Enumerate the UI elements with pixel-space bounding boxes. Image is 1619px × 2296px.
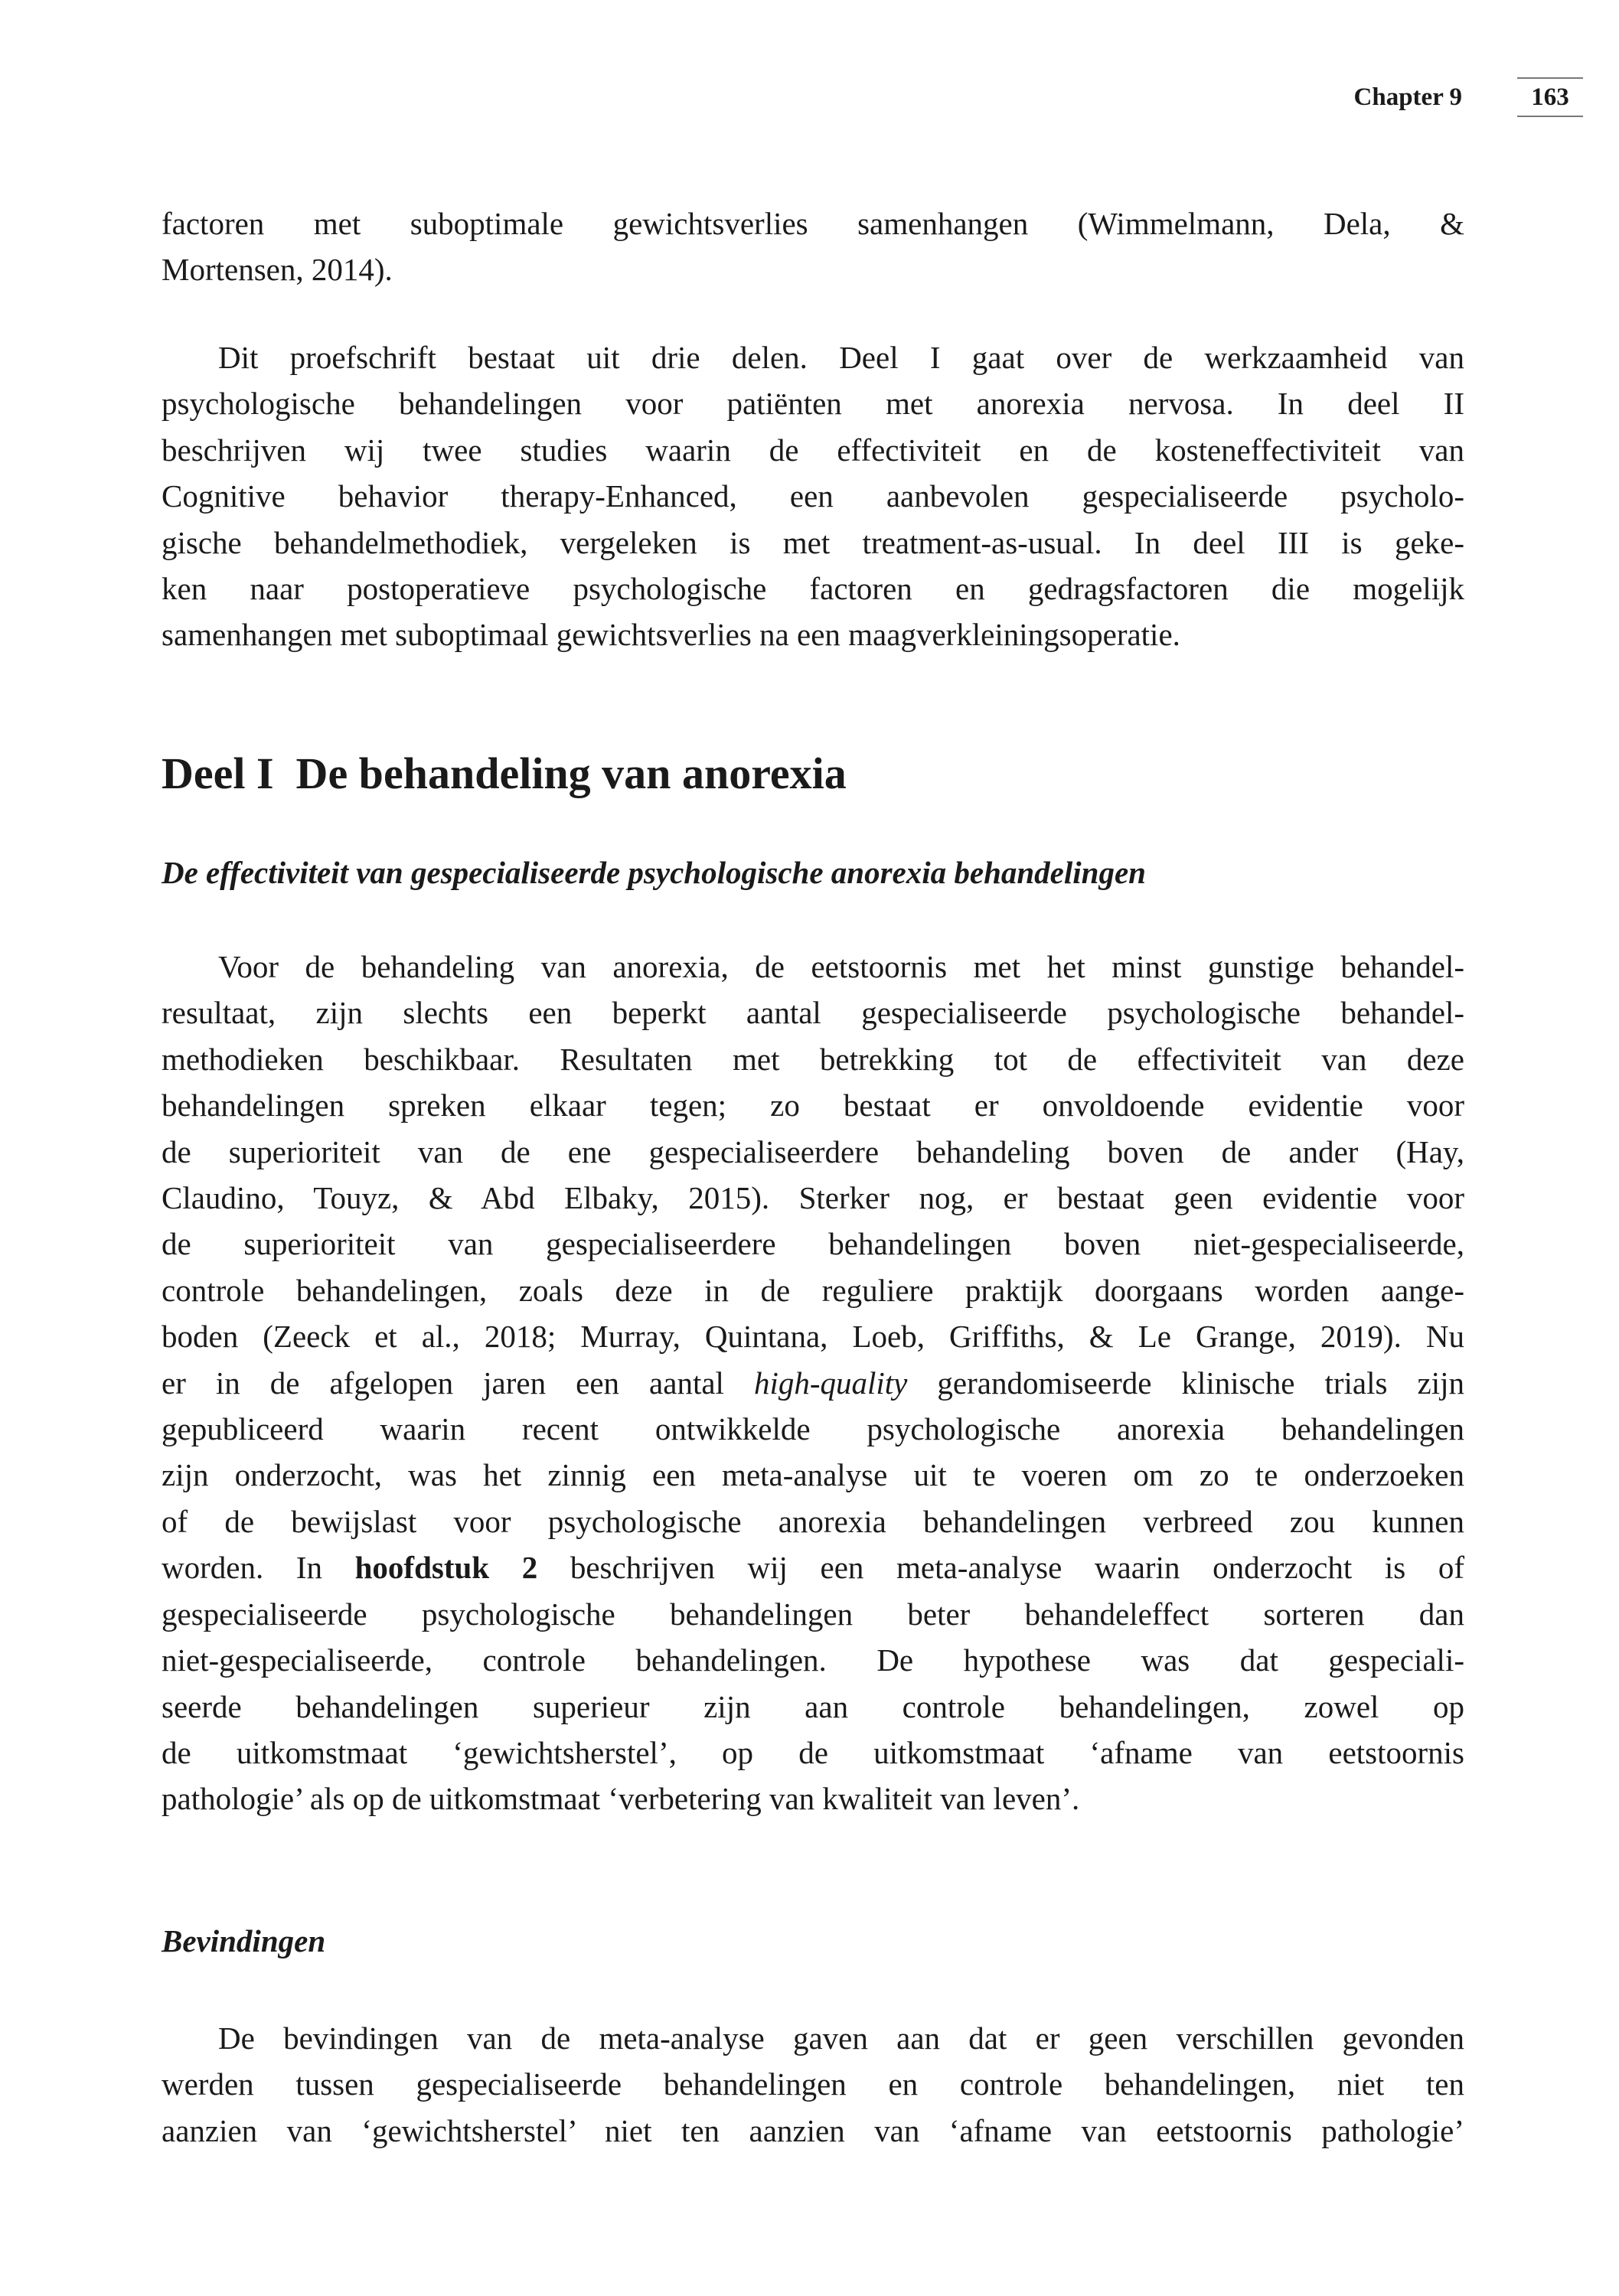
page-number: 163 (1517, 77, 1583, 117)
text-line: Voor de behandeling van anorexia, de eetstoornis met het minst gunstige behandel- (218, 949, 1464, 984)
text-line: methodieken beschikbaar. Resultaten met betrekking tot de effectiviteit van deze (162, 1041, 1464, 1077)
text-line: pathologie’ als op de uitkomstmaat ‘verbetering van kwaliteit van leven’. (162, 1781, 1080, 1817)
text-line: of de bewijslast voor psychologische anorexia behandelingen verbreed zou kunnen (162, 1503, 1464, 1539)
text-segment: worden. In (162, 1550, 355, 1586)
text-line: resultaat, zijn slechts een beperkt aantal gespecialiseerde psychologische behandel- (162, 995, 1464, 1031)
findings-heading: Bevindingen (162, 1923, 326, 1958)
text-line: controle behandelingen, zoals deze in de reguliere praktijk doorgaans worden aange- (162, 1272, 1464, 1308)
section-heading: Deel I De behandeling van anorexia (162, 748, 847, 798)
text-line: samenhangen met suboptimaal gewichtsverlies na een maagverkleiningsoperatie. (162, 617, 1180, 653)
text-line: werden tussen gespecialiseerde behandelingen en controle behandelingen, niet ten (162, 2066, 1464, 2102)
text-line: Claudino, Touyz, & Abd Elbaky, 2015). Sterker nog, er bestaat geen evidentie voor (162, 1180, 1464, 1216)
text-line: De bevindingen van de meta-analyse gaven aan dat er geen verschillen gevonden (218, 2020, 1464, 2056)
text-line: de superioriteit van gespecialiseerdere behandelingen boven niet-gespecialiseerde, (162, 1226, 1464, 1262)
text-line: psychologische behandelingen voor patiënten met anorexia nervosa. In deel II (162, 386, 1464, 422)
text-segment: gerandomiseerde klinische trials zijn (907, 1365, 1464, 1401)
text-line: beschrijven wij twee studies waarin de effectiviteit en de kosteneffectiviteit van (162, 432, 1464, 468)
text-line: gepubliceerd waarin recent ontwikkelde psychologische anorexia behandelingen (162, 1411, 1464, 1447)
text-line: zijn onderzocht, was het zinnig een meta-analyse uit te voeren om zo te onderzoeken (162, 1457, 1464, 1493)
paragraph-anorexia-treatment (162, 944, 1464, 1822)
text-line: factoren met suboptimale gewichtsverlies samenhangen (Wimmelmann, Dela, & (162, 206, 1464, 241)
text-line: Cognitive behavior therapy-Enhanced, een aanbevolen gespecialiseerde psycholo- (162, 478, 1464, 514)
subsection-heading: De effectiviteit van gespecialiseerde psychologische anorexia behandelingen (162, 855, 1146, 890)
text-segment: beschrijven wij een meta-analyse waarin onderzocht is of (537, 1550, 1464, 1586)
paragraph-findings (162, 2015, 1464, 2154)
text-line: aanzien van ‘gewichtsherstel’ niet ten aanzien van ‘afname van eetstoornis pathologie’ (162, 2112, 1464, 2148)
running-header-chapter: Chapter 9 (1353, 83, 1462, 111)
text-line (162, 1360, 1464, 1406)
text-line: seerde behandelingen superieur zijn aan controle behandelingen, zowel op (162, 1688, 1464, 1724)
bold-text: hoofdstuk 2 (354, 1550, 538, 1586)
text-line: niet-gespecialiseerde, controle behandelingen. De hypothese was dat gespeciali- (162, 1642, 1464, 1678)
text-line: gespecialiseerde psychologische behandelingen beter behandeleffect sorteren dan (162, 1596, 1464, 1632)
text-segment: er in de afgelopen jaren een aantal (162, 1365, 754, 1401)
text-line: gische behandelmethodiek, vergeleken is met treatment-as-usual. In deel III is geke- (162, 524, 1464, 560)
text-line: Dit proefschrift bestaat uit drie delen. Deel I gaat over de werkzaamheid van (218, 340, 1464, 375)
italic-text: high-quality (753, 1365, 908, 1401)
paragraph-intro-end (162, 201, 1464, 293)
text-line (162, 1544, 1464, 1590)
text-line: de uitkomstmaat ‘gewichtsherstel’, op de uitkomstmaat ‘afname van eetstoornis (162, 1734, 1464, 1770)
text-line: ken naar postoperatieve psychologische factoren en gedragsfactoren die mogelijk (162, 571, 1464, 607)
paragraph-thesis-overview (162, 334, 1464, 658)
text-line: de superioriteit van de ene gespecialiseerdere behandeling boven de ander (Hay, (162, 1133, 1464, 1169)
text-line: boden (Zeeck et al., 2018; Murray, Quintana, Loeb, Griffiths, & Le Grange, 2019). Nu (162, 1319, 1464, 1355)
text-line: Mortensen, 2014). (162, 252, 393, 288)
text-line: behandelingen spreken elkaar tegen; zo bestaat er onvoldoende evidentie voor (162, 1088, 1464, 1124)
